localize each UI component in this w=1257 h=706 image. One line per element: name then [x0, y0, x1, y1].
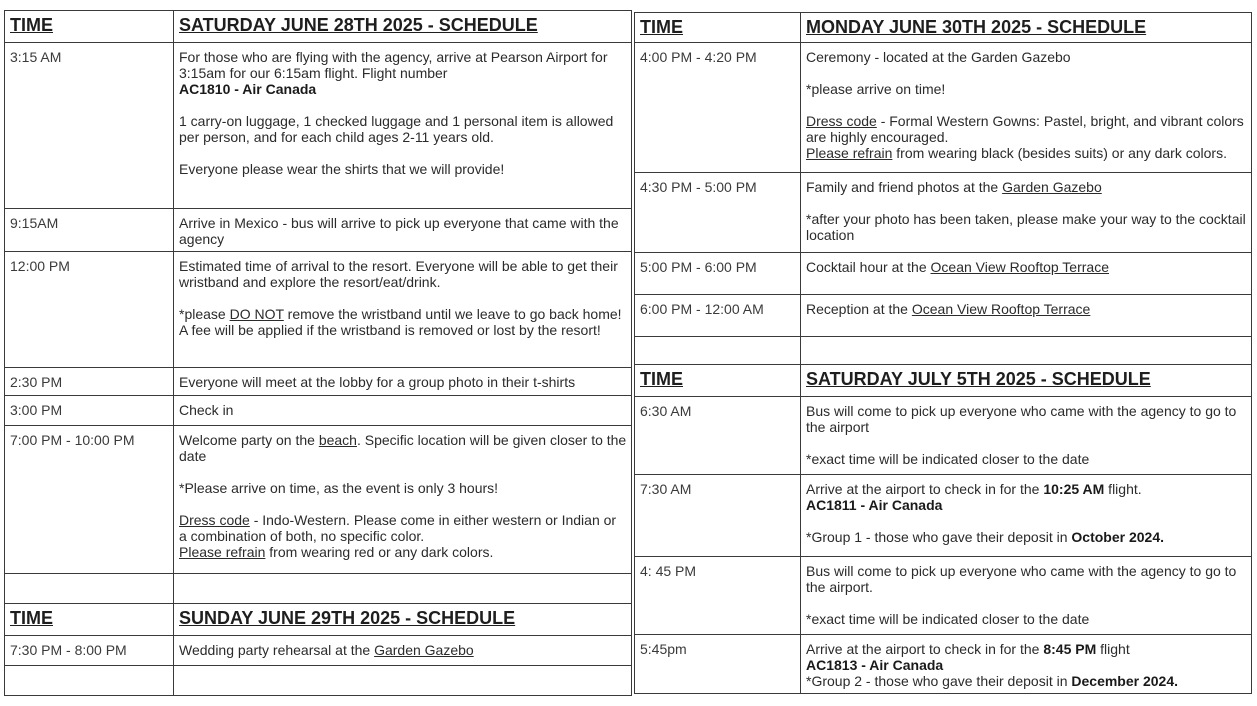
time-cell: 3:15 AM — [5, 43, 174, 209]
desc-text: Arrive in Mexico - bus will arrive to pick up everyone that came with the agency — [179, 215, 619, 247]
desc-text: Everyone will meet at the lobby for a group photo in their t-shirts — [179, 374, 576, 390]
table-header-row — [635, 13, 1252, 43]
left-schedule-panel — [4, 10, 632, 706]
day-schedule-title: SATURDAY JUNE 28TH 2025 - SCHEDULE — [174, 11, 632, 43]
description-cell — [174, 396, 632, 426]
time-cell: 4:30 PM - 5:00 PM — [635, 173, 801, 253]
flight-time: 10:25 AM — [1043, 481, 1105, 497]
blank-row — [635, 337, 1252, 365]
table-row — [5, 43, 632, 209]
table-row — [635, 557, 1252, 635]
dress-code-label: Dress code — [806, 113, 877, 129]
desc-text: Estimated time of arrival to the resort. Everyone will be able to get their wristband and explore the resort/eat/drink. — [179, 258, 618, 290]
desc-text: - Formal Western Gowns: Pastel, bright, and vibrant colors are highly encouraged. — [806, 113, 1244, 145]
day-schedule-title: SATURDAY JULY 5TH 2025 - SCHEDULE — [801, 365, 1252, 397]
table-row — [635, 253, 1252, 295]
time-cell: 5:00 PM - 6:00 PM — [635, 253, 801, 295]
time-cell: 9:15AM — [5, 209, 174, 252]
description-cell — [801, 397, 1252, 475]
table-header-row — [5, 11, 632, 43]
description-cell — [801, 173, 1252, 253]
desc-text: *after your photo has been taken, please make your way to the cocktail location — [806, 211, 1246, 243]
desc-text: *Group 1 - those who gave their deposit in — [806, 529, 1072, 545]
description-cell — [174, 426, 632, 574]
desc-text: *Please arrive on time, as the event is only 3 hours! — [179, 480, 499, 496]
flight-time: 8:45 PM — [1043, 641, 1097, 657]
time-cell: 3:00 PM — [5, 396, 174, 426]
desc-text: flight — [1096, 641, 1130, 657]
desc-text: *exact time will be indicated closer to the date — [806, 451, 1090, 467]
description-cell — [801, 43, 1252, 173]
table-row — [635, 173, 1252, 253]
table-row — [5, 426, 632, 574]
blank-row — [5, 666, 632, 696]
day-schedule-title: MONDAY JUNE 30TH 2025 - SCHEDULE — [801, 13, 1252, 43]
description-cell — [801, 295, 1252, 337]
desc-text: Cocktail hour at the — [806, 259, 931, 275]
desc-text: 1 carry-on luggage, 1 checked luggage and 1 personal item is allowed per person, and for each child ages 2-11 years old. — [179, 113, 614, 145]
time-column-header: TIME — [5, 11, 174, 43]
table-row — [5, 636, 632, 666]
description-cell — [801, 635, 1252, 694]
day-schedule-title: SUNDAY JUNE 29TH 2025 - SCHEDULE — [174, 604, 632, 636]
refrain-label: Please refrain — [179, 544, 266, 560]
time-cell: 6:30 AM — [635, 397, 801, 475]
table-row — [5, 396, 632, 426]
time-cell: 12:00 PM — [5, 252, 174, 368]
time-cell: 4:00 PM - 4:20 PM — [635, 43, 801, 173]
description-cell — [801, 253, 1252, 295]
table-row — [5, 252, 632, 368]
table-row — [635, 295, 1252, 337]
time-cell: 7:00 PM - 10:00 PM — [5, 426, 174, 574]
location-link: Garden Gazebo — [374, 642, 474, 658]
schedule-table-right — [634, 12, 1252, 694]
desc-text: Family and friend photos at the — [806, 179, 1003, 195]
desc-text: Bus will come to pick up everyone who came with the agency to go to the airport — [806, 403, 1237, 435]
time-cell: 5:45pm — [635, 635, 801, 694]
description-cell — [174, 209, 632, 252]
desc-text: Everyone please wear the shirts that we will provide! — [179, 161, 505, 177]
desc-text: Arrive at the airport to check in for the — [806, 481, 1044, 497]
desc-text: - Indo-Western. Please come in either western or Indian or a combination of both, no specific color. — [179, 512, 617, 544]
desc-text: Ceremony - located at the Garden Gazebo — [806, 49, 1071, 65]
dress-code-label: Dress code — [179, 512, 250, 528]
location-link: Ocean View Rooftop Terrace — [911, 301, 1091, 317]
description-cell — [174, 368, 632, 396]
deposit-date: October 2024. — [1071, 529, 1164, 545]
flight-number: AC1810 - Air Canada — [179, 81, 317, 97]
time-cell: 7:30 PM - 8:00 PM — [5, 636, 174, 666]
description-cell — [174, 252, 632, 368]
desc-text: Check in — [179, 402, 234, 418]
right-schedule-panel — [634, 12, 1252, 706]
time-cell: 7:30 AM — [635, 475, 801, 557]
time-column-header: TIME — [5, 604, 174, 636]
table-row — [635, 397, 1252, 475]
desc-text: from wearing black (besides suits) or any dark colors. — [892, 145, 1227, 161]
location-link: Garden Gazebo — [1002, 179, 1102, 195]
emphasis-text: DO NOT — [229, 306, 284, 322]
desc-text: Bus will come to pick up everyone who came with the agency to go to the airport. — [806, 563, 1237, 595]
description-cell — [174, 636, 632, 666]
table-header-row — [5, 604, 632, 636]
table-header-row — [635, 365, 1252, 397]
blank-row — [5, 574, 632, 604]
desc-text: *please — [179, 306, 230, 322]
table-row — [635, 43, 1252, 173]
desc-text: Arrive at the airport to check in for the — [806, 641, 1044, 657]
desc-text: *exact time will be indicated closer to the date — [806, 611, 1090, 627]
time-cell: 2:30 PM — [5, 368, 174, 396]
desc-text: Welcome party on the — [179, 432, 319, 448]
table-row — [5, 209, 632, 252]
desc-text: . Specific location will be given closer to the date — [179, 432, 627, 464]
time-cell: 4: 45 PM — [635, 557, 801, 635]
table-row — [5, 368, 632, 396]
desc-text: *please arrive on time! — [806, 81, 946, 97]
flight-number: AC1811 - Air Canada — [806, 497, 943, 513]
location-link: beach — [318, 432, 357, 448]
desc-text: Wedding party rehearsal at the — [179, 642, 375, 658]
desc-text: For those who are flying with the agency, arrive at Pearson Airport for 3:15am for our 6:15am flight. Flight number — [179, 49, 608, 81]
refrain-label: Please refrain — [806, 145, 893, 161]
deposit-date: December 2024. — [1071, 673, 1179, 689]
desc-text: Reception at the — [806, 301, 912, 317]
desc-text: *Group 2 - those who gave their deposit in — [806, 673, 1072, 689]
table-row — [635, 475, 1252, 557]
time-column-header: TIME — [635, 13, 801, 43]
schedule-table-left — [4, 10, 632, 696]
description-cell — [174, 43, 632, 209]
desc-text: remove the wristband until we leave to go back home! A fee will be applied if the wristband is removed or lost by the resort! — [179, 306, 622, 338]
desc-text: flight. — [1104, 481, 1142, 497]
time-column-header: TIME — [635, 365, 801, 397]
location-link: Ocean View Rooftop Terrace — [930, 259, 1109, 275]
description-cell — [801, 475, 1252, 557]
description-cell — [801, 557, 1252, 635]
flight-number: AC1813 - Air Canada — [806, 657, 944, 673]
table-row — [635, 635, 1252, 694]
time-cell: 6:00 PM - 12:00 AM — [635, 295, 801, 337]
desc-text: from wearing red or any dark colors. — [265, 544, 494, 560]
